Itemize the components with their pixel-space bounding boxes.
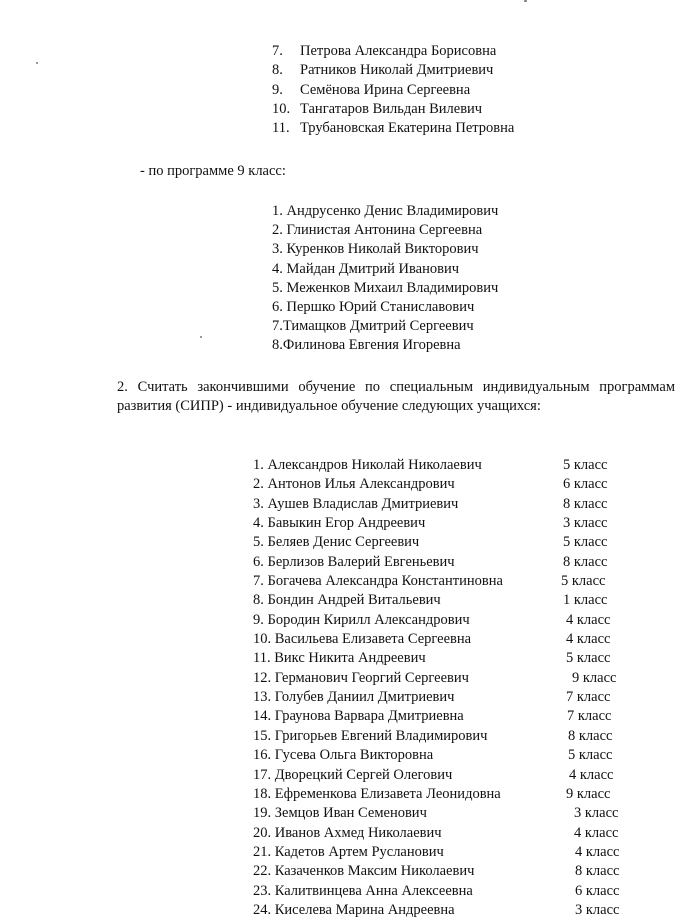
student-grade: 8 класс bbox=[575, 863, 620, 880]
grade9-student-list bbox=[272, 202, 498, 356]
scan-speck bbox=[36, 62, 38, 64]
student-name: 7. Богачева Александра Константиновна bbox=[253, 573, 503, 590]
list-item: 4. Майдан Дмитрий Иванович bbox=[272, 260, 459, 277]
student-name: 22. Казаченков Максим Николаевич bbox=[253, 863, 475, 880]
student-name: 19. Земцов Иван Семенович bbox=[253, 805, 427, 822]
student-name: 12. Германович Георгий Сергеевич bbox=[253, 669, 469, 686]
student-grade: 3 класс bbox=[563, 515, 608, 532]
student-name: 8. Бондин Андрей Витальевич bbox=[253, 592, 441, 609]
student-grade: 5 класс bbox=[566, 650, 611, 667]
student-grade: 1 класс bbox=[563, 592, 608, 609]
student-name: 13. Голубев Даниил Дмитриевич bbox=[253, 689, 455, 706]
student-name: 10. Васильева Елизавета Сергеевна bbox=[253, 631, 472, 648]
student-name: 21. Кадетов Артем Русланович bbox=[253, 843, 444, 860]
student-grade: 3 класс bbox=[575, 901, 620, 918]
student-name: 15. Григорьев Евгений Владимирович bbox=[253, 727, 488, 744]
scan-speck bbox=[200, 336, 202, 338]
section-subheading: - по программе 9 класс: bbox=[140, 163, 286, 179]
student-grade: 9 класс bbox=[566, 785, 611, 802]
student-name: 9. Бородин Кирилл Александрович bbox=[253, 611, 470, 628]
student-name: 20. Иванов Ахмед Николаевич bbox=[253, 824, 442, 841]
list-item: 7. Петрова Александра Борисовна bbox=[272, 43, 497, 59]
list-item: 11. Трубановская Екатерина Петровна bbox=[272, 120, 515, 137]
list-item: 6. Першко Юрий Станиславович bbox=[272, 299, 475, 316]
list-item: 7.Тимащков Дмитрий Сергеевич bbox=[272, 318, 474, 335]
student-grade: 7 класс bbox=[566, 689, 611, 706]
student-grade: 3 класс bbox=[574, 805, 619, 822]
student-name: 18. Ефременкова Елизавета Леонидовна bbox=[253, 785, 501, 802]
student-name: 17. Дворецкий Сергей Олегович bbox=[253, 766, 453, 783]
student-grade: 4 класс bbox=[566, 631, 611, 648]
list-item: 10. Тангатаров Вильдан Вилевич bbox=[272, 100, 483, 117]
student-grade: 4 класс bbox=[574, 824, 619, 841]
list-item: 1. Андрусенко Денис Владимирович bbox=[272, 203, 499, 219]
student-grade: 9 класс bbox=[572, 669, 617, 686]
student-name: 4. Бавыкин Егор Андреевич bbox=[253, 515, 426, 532]
student-grade: 5 класс bbox=[561, 573, 606, 590]
student-grade: 8 класс bbox=[563, 495, 608, 512]
student-name: 2. Антонов Илья Александрович bbox=[253, 476, 455, 493]
list-item: 3. Куренков Николай Викторович bbox=[272, 241, 479, 258]
student-grade: 4 класс bbox=[566, 611, 611, 628]
list-item: 9. Семёнова Ирина Сергеевна bbox=[272, 81, 471, 98]
student-grade: 6 класс bbox=[575, 882, 620, 899]
list-item: 8.Филинова Евгения Игоревна bbox=[272, 337, 461, 354]
student-name: 6. Берлизов Валерий Евгеньевич bbox=[253, 553, 455, 570]
paragraph-text: 2. Считать закончившими обучение по специальным индивидуальным программам развития (СИПР) - индивидуальное обучение следующих учащихся: bbox=[117, 379, 675, 414]
student-grade: 8 класс bbox=[568, 727, 613, 744]
student-grade: 6 класс bbox=[563, 476, 608, 493]
student-grade: 4 класс bbox=[569, 766, 614, 783]
student-name: 3. Аушев Владислав Дмитриевич bbox=[253, 495, 459, 512]
student-name: 1. Александров Николай Николаевич bbox=[253, 457, 482, 473]
student-list-continued bbox=[272, 42, 514, 138]
student-name: 14. Граунова Варвара Дмитриевна bbox=[253, 708, 464, 725]
student-grade: 4 класс bbox=[575, 843, 620, 860]
list-item: 8. Ратников Николай Дмитриевич bbox=[272, 62, 494, 79]
list-item: 5. Меженков Михаил Владимирович bbox=[272, 279, 499, 296]
student-name: 5. Беляев Денис Сергеевич bbox=[253, 534, 420, 551]
list-item: 2. Глинистая Антонина Сергеевна bbox=[272, 222, 483, 239]
student-grade: 5 класс bbox=[563, 457, 608, 473]
scan-speck bbox=[524, 0, 527, 2]
student-name: 24. Киселева Марина Андреевна bbox=[253, 901, 455, 918]
student-name: 23. Калитвинцева Анна Алексеевна bbox=[253, 882, 473, 899]
student-name: 16. Гусева Ольга Викторовна bbox=[253, 747, 434, 764]
student-name: 11. Викс Никита Андреевич bbox=[253, 650, 426, 667]
student-grade: 5 класс bbox=[568, 747, 613, 764]
student-grade: 7 класс bbox=[567, 708, 612, 725]
student-grade: 5 класс bbox=[563, 534, 608, 551]
student-grade: 8 класс bbox=[563, 553, 608, 570]
